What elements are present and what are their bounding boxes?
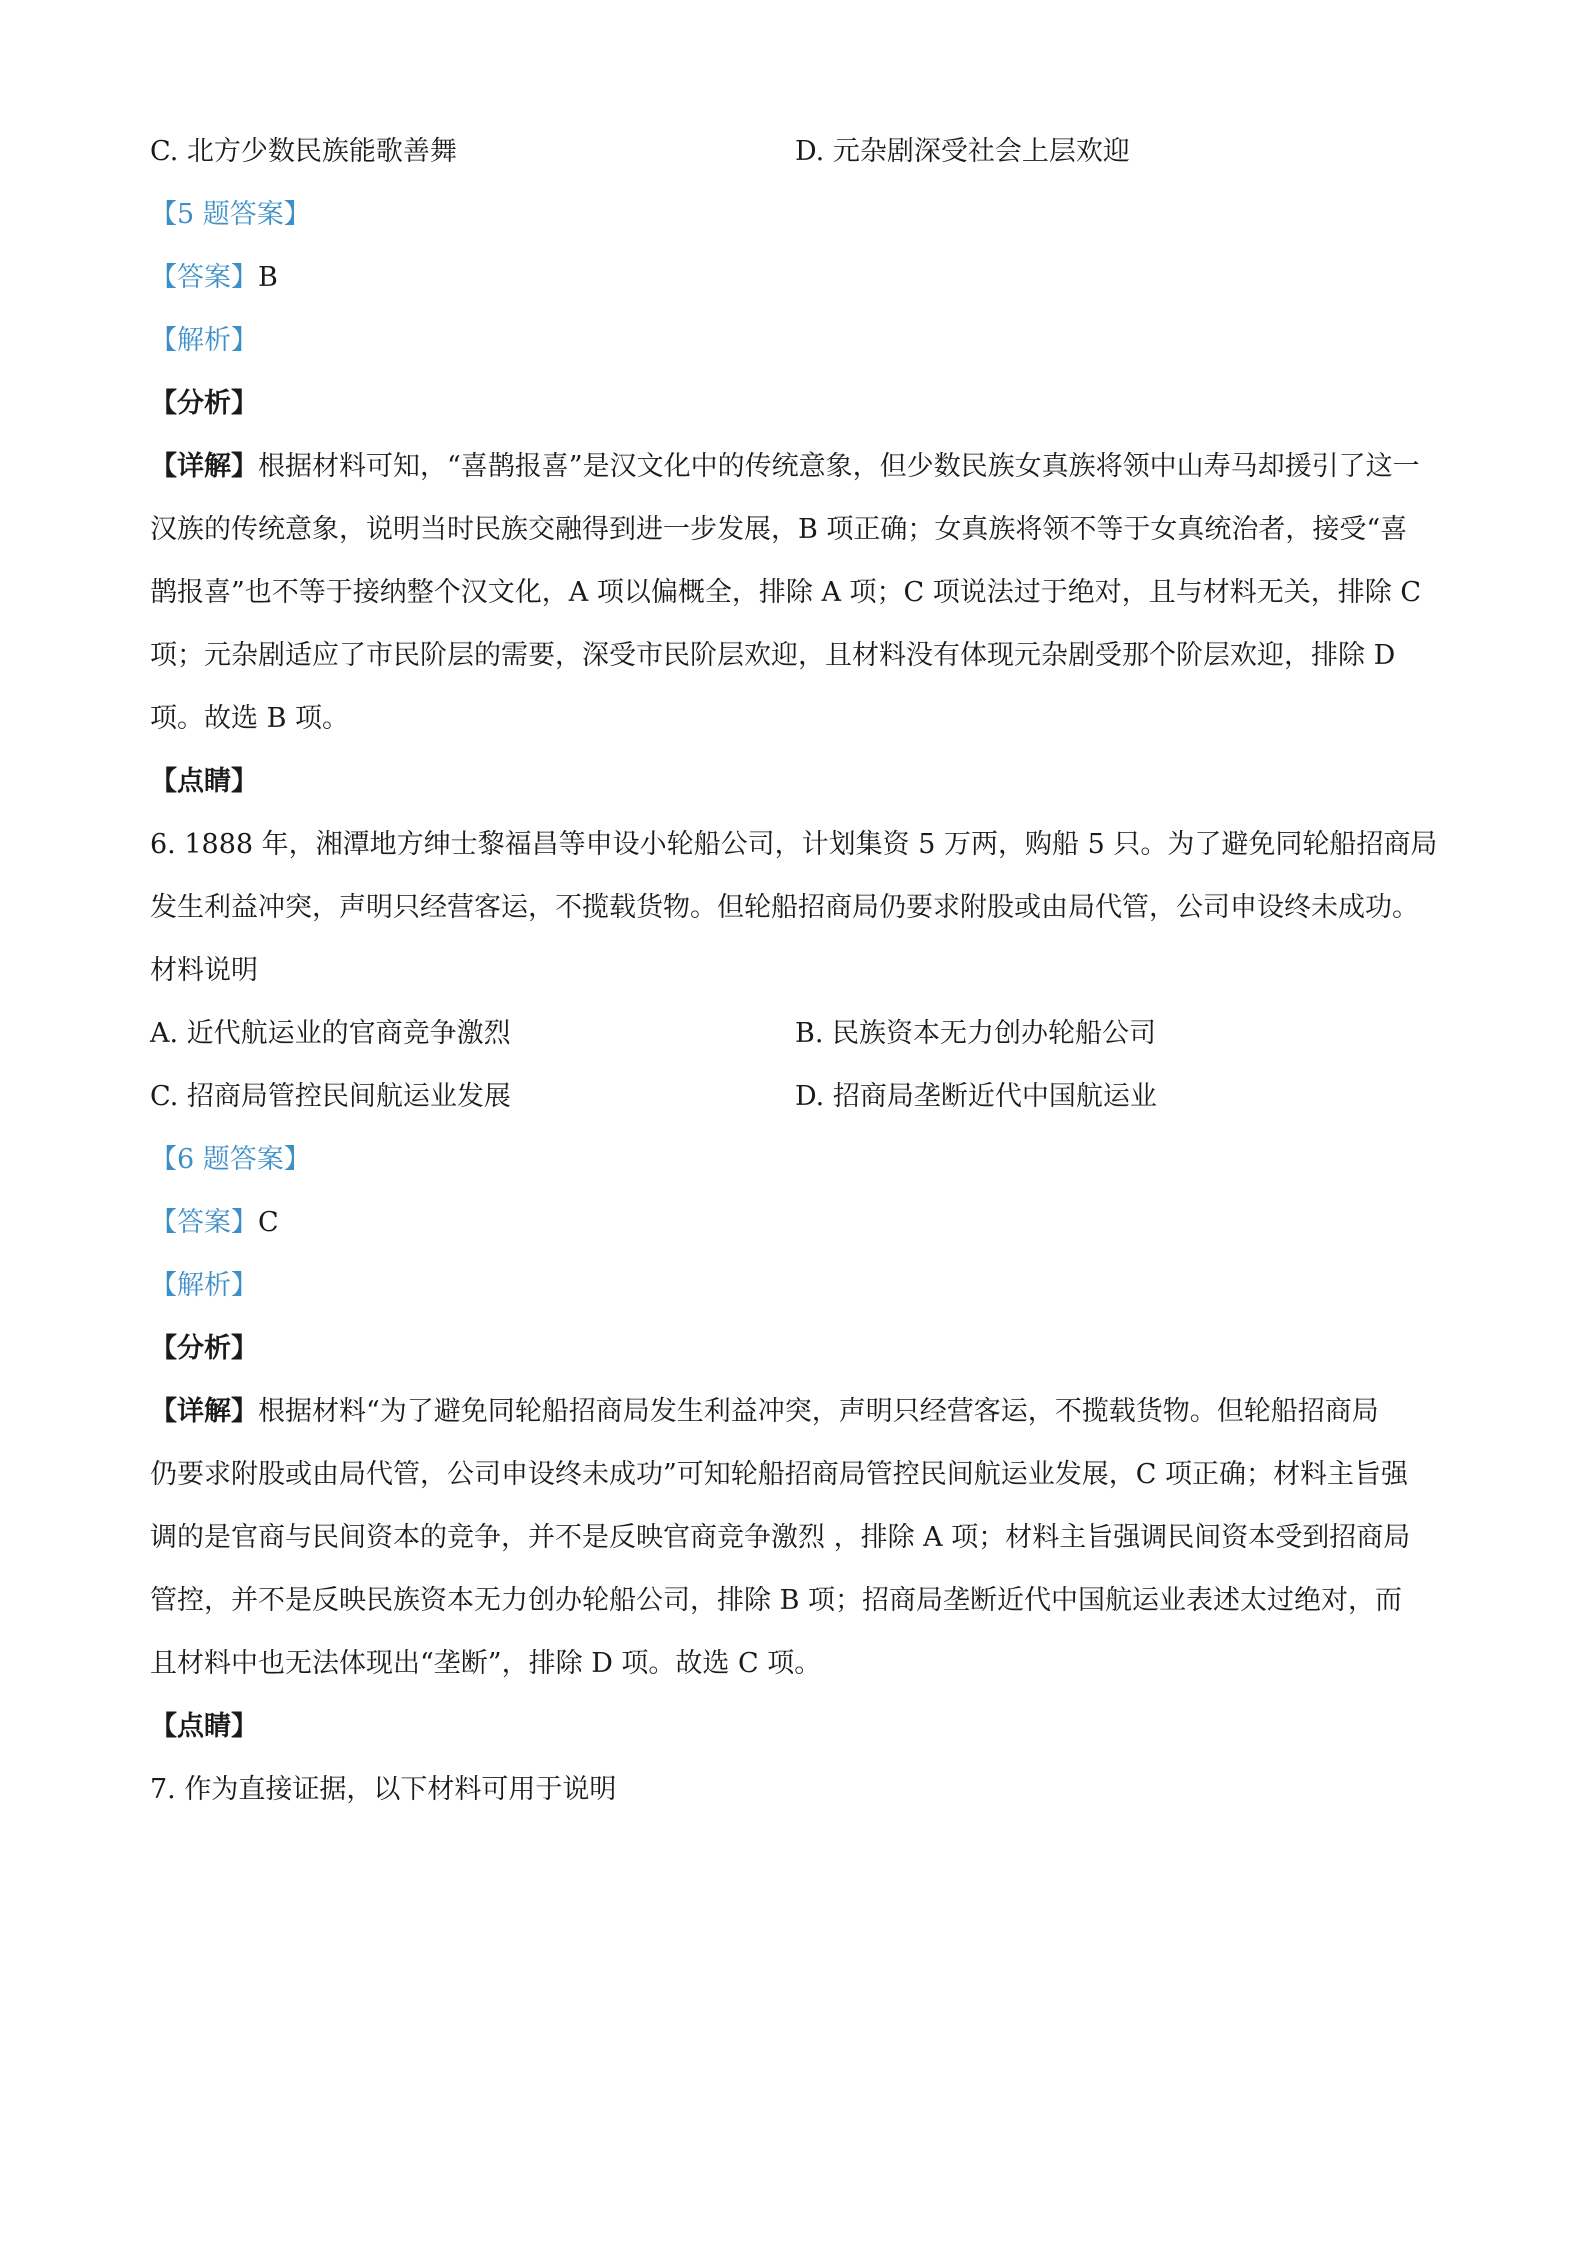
q5-option-d: D. 元杂剧深受社会上层欢迎 [795,136,1130,167]
q5-detail-text-1: 根据材料可知，“喜鹊报喜”是汉文化中的传统意象，但少数民族女真族将领中山寿马却援引了这一 [258,451,1420,482]
q6-detail-line-4: 管控，并不是反映民族资本无力创办轮船公司，排除 B 项；招商局垄断近代中国航运业表述太过绝对，而 [150,1585,1403,1616]
document-page [150,120,1450,1821]
q5-detail-line-3: 鹊报喜”也不等于接纳整个汉文化，A 项以偏概全，排除 A 项；C 项说法过于绝对，且与材料无关，排除 C [150,577,1422,608]
q5-detail [150,435,1450,750]
q6-answer-tag: 【答案】 [150,1207,258,1238]
q5-answer-header: 【5 题答案】 [150,199,311,230]
q6-options-ab [150,1002,1450,1065]
q5-detail-line-5: 项。故选 B 项。 [150,703,350,734]
q6-detail-line-2: 仍要求附股或由局代管，公司申设终未成功”可知轮船招商局管控民间航运业发展，C 项正确；材料主旨强 [150,1459,1409,1490]
q7-stem: 7. 作为直接证据，以下材料可用于说明 [150,1774,617,1805]
q5-answer-tag: 【答案】 [150,262,258,293]
q6-dianjing: 【点睛】 [150,1711,258,1742]
q5-option-c: C. 北方少数民族能歌善舞 [150,136,457,167]
q6-detail-line-3: 调的是官商与民间资本的竞争，并不是反映官商竞争激烈 ，排除 A 项；材料主旨强调民间资本受到招商局 [150,1522,1411,1553]
q6-option-a: A. 近代航运业的官商竞争激烈 [150,1018,511,1049]
q6-answer-value: C [258,1207,279,1238]
q6-jiexi: 【解析】 [150,1270,258,1301]
q6-stem-line-2: 发生利益冲突，声明只经营客运，不揽载货物。但轮船招商局仍要求附股或由局代管，公司申设终未成功。 [150,892,1419,923]
q6-stem [150,813,1450,1002]
q6-detail-tag: 【详解】 [150,1396,258,1427]
q5-detail-line-1 [150,435,1450,498]
q5-fenxi: 【分析】 [150,388,258,419]
q5-dianjing: 【点睛】 [150,766,258,797]
q6-option-d: D. 招商局垄断近代中国航运业 [795,1081,1157,1112]
q6-detail-text-1: 根据材料“为了避免同轮船招商局发生利益冲突，声明只经营客运，不揽载货物。但轮船招商局 [258,1396,1379,1427]
q6-detail-line-1 [150,1380,1450,1443]
q5-answer-line [150,246,1450,309]
q6-fenxi: 【分析】 [150,1333,258,1364]
q6-option-c: C. 招商局管控民间航运业发展 [150,1081,511,1112]
q6-detail [150,1380,1450,1695]
q5-jiexi: 【解析】 [150,325,258,356]
q6-answer-line [150,1191,1450,1254]
q5-options-cd [150,120,1450,183]
q5-detail-line-2: 汉族的传统意象，说明当时民族交融得到进一步发展，B 项正确；女真族将领不等于女真统治者，接受“喜 [150,514,1408,545]
q6-detail-line-5: 且材料中也无法体现出“垄断”，排除 D 项。故选 C 项。 [150,1648,822,1679]
q5-answer-value: B [258,262,278,293]
q6-stem-line-1: 6. 1888 年，湘潭地方绅士黎福昌等申设小轮船公司，计划集资 5 万两，购船 5 只。为了避免同轮船招商局 [150,829,1438,860]
q6-option-b: B. 民族资本无力创办轮船公司 [795,1018,1157,1049]
q5-detail-line-4: 项；元杂剧适应了市民阶层的需要，深受市民阶层欢迎，且材料没有体现元杂剧受那个阶层欢迎，排除 D [150,640,1396,671]
q5-detail-tag: 【详解】 [150,451,258,482]
q6-stem-line-3: 材料说明 [150,955,258,986]
q6-options-cd [150,1065,1450,1128]
q6-answer-header: 【6 题答案】 [150,1144,311,1175]
